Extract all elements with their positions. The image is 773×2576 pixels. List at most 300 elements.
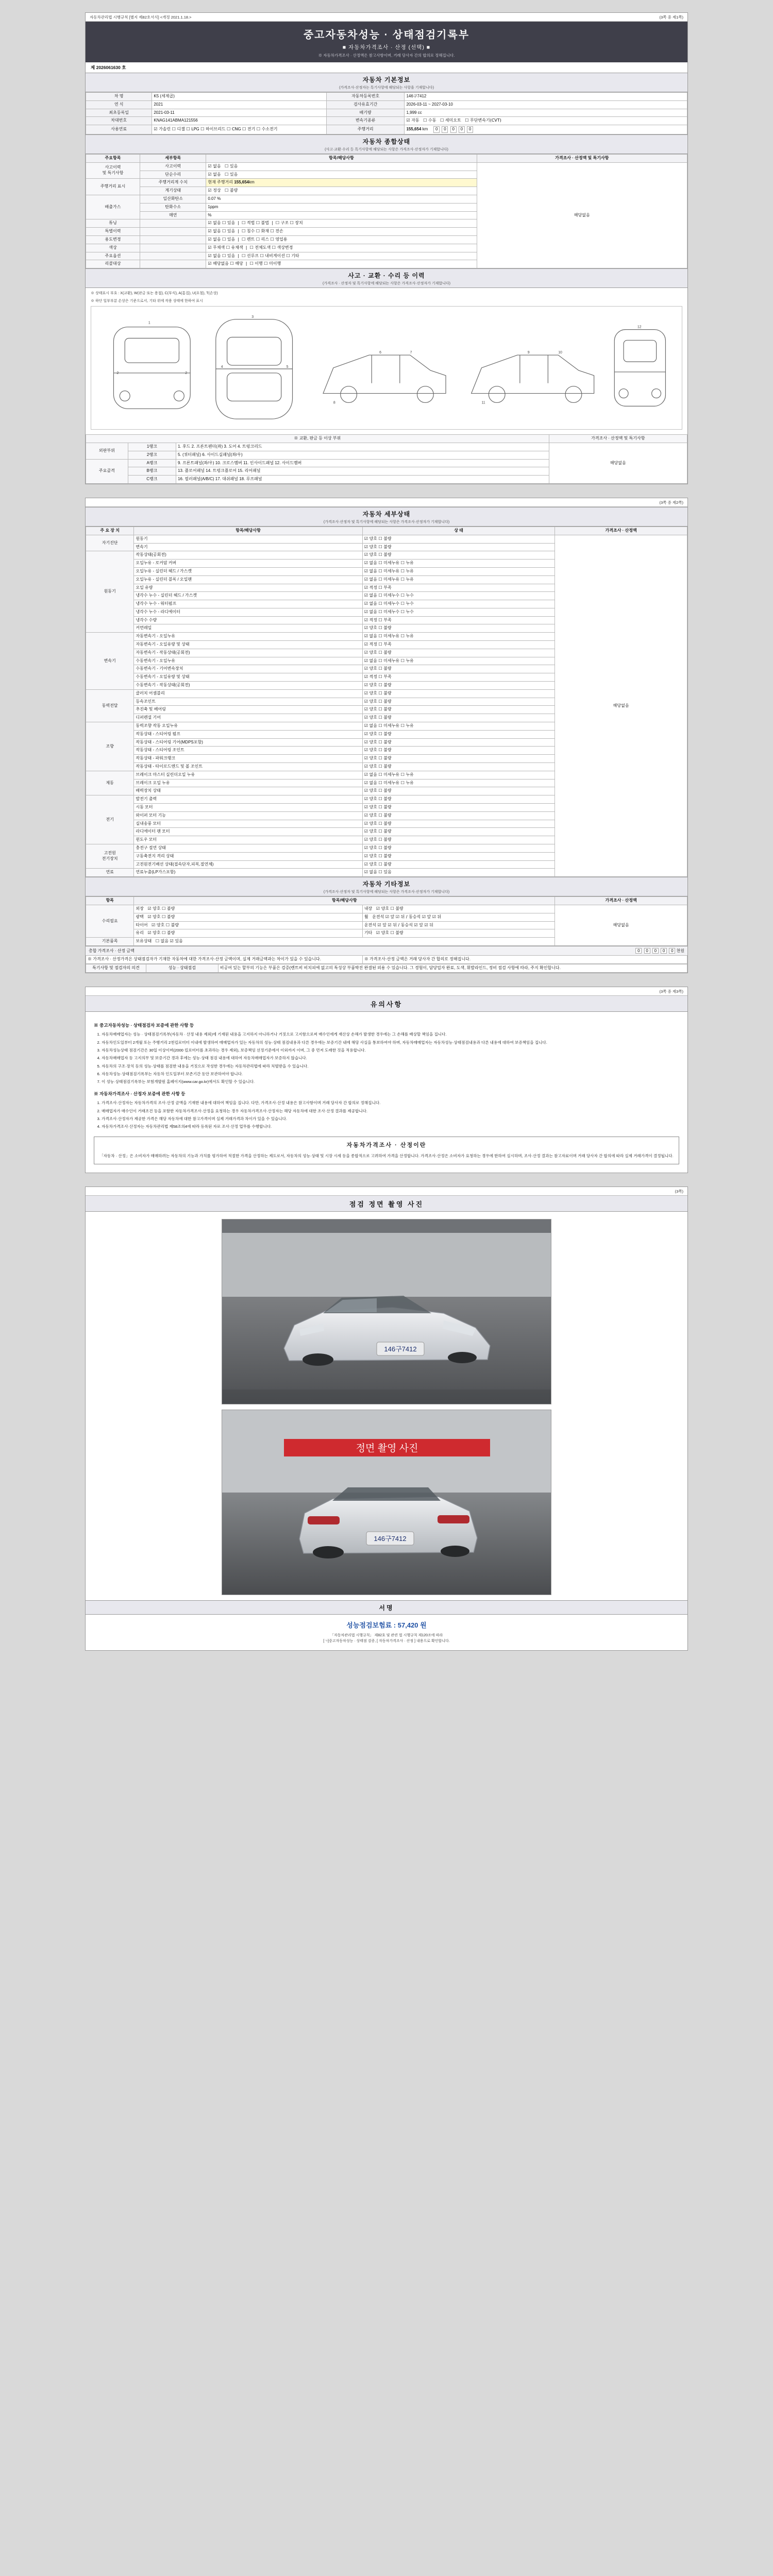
detail-item-label: 자동변속기 - 오일누유 xyxy=(134,633,362,641)
detail-group-label: 전기 xyxy=(86,795,134,844)
detail-item-label: 작동상태(공회전) xyxy=(134,551,362,560)
notice-item: 6. 자동차성능·상태점검기록부는 자동차 인도일부터 보존기간 동안 보관하여야 합니다. xyxy=(102,1071,679,1077)
svg-text:4: 4 xyxy=(221,365,223,369)
detail-item-label: 오일누유 - 실린더 헤드 / 가스켓 xyxy=(134,567,362,575)
rank-label: B랭크 xyxy=(128,467,176,476)
detail-item-state: ☑ 없음 ☐ 미세누유 ☐ 누유 xyxy=(362,657,554,665)
detail-item-state: ☑ 양호 ☐ 불량 xyxy=(362,689,554,698)
label-odometer-basic: 주행거리 xyxy=(326,125,405,134)
notice-item: 5. 자동차의 구조·장치 등의 성능·상태를 점검한 내용을 거짓으로 작성한 경우에는 자동차관리법에 따라 처벌받을 수 있습니다. xyxy=(102,1063,679,1070)
photo-front xyxy=(222,1219,551,1404)
row-label-smoke: 매연 xyxy=(140,211,206,219)
row-label-accident: 사고이력 xyxy=(140,162,206,171)
row-polish: 광택 ☑ 양호 ☐ 불량 xyxy=(134,913,362,921)
notice-list-1 xyxy=(94,1031,679,1085)
sheet-2 xyxy=(85,498,688,973)
page-indicator-3: (3쪽 중 제3쪽) xyxy=(659,989,683,994)
detail-item-label: 충전구 절연 상태 xyxy=(134,844,362,853)
detail-item-state: ☑ 양호 ☐ 불량 xyxy=(362,811,554,820)
svg-text:7: 7 xyxy=(410,351,412,355)
row-group-emission: 배출가스 xyxy=(86,195,140,219)
detail-item-state: ☑ 양호 ☐ 불량 xyxy=(362,706,554,714)
co-unit: % xyxy=(217,196,221,201)
group-frame: 주요골격 xyxy=(86,459,128,483)
detail-item-state: ☑ 없음 ☐ 미세누유 ☐ 누유 xyxy=(362,779,554,787)
detail-item-label: 냉각수 누수 - 워터펌프 xyxy=(134,600,362,608)
detail-item-state: ☑ 양호 ☐ 불량 xyxy=(362,828,554,836)
row-tire-pos: 운전석 ☑ 앞 ☑ 뒤 / 동승석 ☑ 앞 ☑ 뒤 xyxy=(362,921,554,929)
table-header-row xyxy=(86,154,687,162)
odometer-current: 155,654 xyxy=(234,180,249,185)
detail-item-label: 수동변속기 - 작동상태(공회전) xyxy=(134,682,362,690)
detail-item-state: ☑ 없음 ☐ 미세누수 ☐ 누수 xyxy=(362,592,554,600)
total-digit: 0 xyxy=(661,948,667,954)
col-other-price: 가격조사 · 산정액 xyxy=(555,897,687,905)
group-basic-items: 기본품목 xyxy=(86,938,134,946)
detail-item-state: ☑ 적정 ☐ 부족 xyxy=(362,584,554,592)
notice-item: 4. 자동차매매업자 등 고지의무 및 보증기간 경과 후에는 성능·상태 점검 내용에 대하여 자동차매매업자가 보증하지 않습니다. xyxy=(102,1055,679,1061)
notice-item: 7. 이 성능·상태점검기록부는 보험개발원 홈페이지(www.car.go.kr)에서도 확인할 수 있습니다. xyxy=(102,1079,679,1085)
detail-item-label: 커먼레일 xyxy=(134,624,362,633)
section-desc-basic: (가격조사·산정자는 특기사항에 해당되는 사항을 기재합니다) xyxy=(339,86,434,90)
row-label-co: 일산화탄소 xyxy=(140,195,206,203)
detail-item-state: ☑ 적정 ☐ 부족 xyxy=(362,641,554,649)
detail-item-label: 작동상태 - 스티어링 조인트 xyxy=(134,747,362,755)
detail-group-label: 고전원 전기장치 xyxy=(86,844,134,869)
other-info-table xyxy=(86,896,687,946)
row-label-cluster: 계기상태 xyxy=(140,187,206,195)
detail-item-label: 작동상태 - 스티어링 기어(MDPS포함) xyxy=(134,738,362,747)
svg-text:9: 9 xyxy=(527,351,530,355)
detail-item-state: ☑ 양호 ☐ 불량 xyxy=(362,755,554,763)
section-header-basic xyxy=(86,73,687,92)
co-value: 0.07 xyxy=(208,196,216,201)
value-model-year: 2021 xyxy=(152,100,326,109)
digit-box: 0 xyxy=(450,126,457,133)
detail-item-label: 냉각수 누수 - 라디에이터 xyxy=(134,608,362,616)
detail-item-state: ☑ 없음 ☐ 미세누수 ☐ 누수 xyxy=(362,608,554,616)
odometer-unit: km xyxy=(422,127,428,132)
section-title-other: 자동차 기타정보 xyxy=(362,880,411,888)
row-sub-special-history xyxy=(140,228,206,236)
detail-item-state: ☑ 없음 ☐ 미세누유 ☐ 누유 xyxy=(362,722,554,731)
detail-item-state: ☑ 양호 ☐ 불량 xyxy=(362,852,554,860)
row-state-odometer-value: 현재 주행거리 155,654km xyxy=(206,179,477,187)
detail-item-label: 디퍼렌셜 기어 xyxy=(134,714,362,722)
detail-item-label: 클러치 어셈블리 xyxy=(134,689,362,698)
document-subtitle: ■ 자동차가격조사 · 산정 (선택) ■ xyxy=(342,44,431,50)
sheet-1 xyxy=(85,12,688,484)
col-state: 항목/해당사항 xyxy=(206,154,477,162)
row-label-usage-change: 용도변경 xyxy=(86,235,140,244)
svg-text:2: 2 xyxy=(116,371,119,376)
car-diagram-area xyxy=(86,288,687,434)
detail-item-state: ☑ 양호 ☐ 불량 xyxy=(362,682,554,690)
section-header-detail xyxy=(86,507,687,527)
col-main-device: 주 요 장 치 xyxy=(86,527,134,535)
col-condition: 상 태 xyxy=(362,527,554,535)
table-row xyxy=(86,955,687,963)
row-sub-tuning xyxy=(140,219,206,228)
total-price-bar xyxy=(86,946,687,955)
section-desc-detail: (가격조사·산정자 및 특기사항에 해당되는 사항은 가격조사·산정자가 기재합니다) xyxy=(323,520,450,524)
table-row xyxy=(86,905,687,913)
row-interior: 내장 ☑ 양호 ☐ 불량 xyxy=(362,905,554,913)
value-transmission: ☑ 자동 ☐ 수동 ☐ 세미오토 ☐ 무단변속기(CVT) xyxy=(405,117,687,125)
col-item: 항목/해당사항 xyxy=(134,527,362,535)
col-other-item: 항목 xyxy=(86,897,134,905)
row-state-hc xyxy=(206,203,477,211)
document-number xyxy=(86,62,687,73)
footnote-line-1: 「자동차관리법 시행규칙」 제82호 및 관련 법 시행규칙 제120조에 따라 xyxy=(330,1633,443,1637)
detail-group-label: 연료 xyxy=(86,869,134,877)
label-fuel: 사용연료 xyxy=(86,125,152,134)
detail-item-state: ☑ 양호 ☐ 불량 xyxy=(362,730,554,738)
detail-item-label: 원동기 xyxy=(134,535,362,543)
section-header-overall xyxy=(86,134,687,154)
value-fuel: ☑ 가솔린 ☐ 디젤 ☐ LPG ☐ 하이브리드 ☐ CNG ☐ 전기 ☐ 수소전기 xyxy=(152,125,326,134)
notice-item: 4. 자동차가격조사·산정자는 자동차관리법 제58조의4에 따라 등록된 자로 조사·산정 업무를 수행합니다. xyxy=(102,1124,679,1130)
col-sub-item: 세부항목 xyxy=(140,154,206,162)
section-title-detail: 자동차 세부상태 xyxy=(362,510,411,518)
detail-item-label: 브레이크 오일 누유 xyxy=(134,779,362,787)
basic-info-table xyxy=(86,92,687,134)
rank-value: 13. 플로어패널 14. 트렁크플로어 15. 리어패널 xyxy=(176,467,549,476)
row-state-tuning: ☑ 없음 ☐ 있음 | ☐ 적법 ☐ 불법 | ☐ 구조 ☐ 장치 xyxy=(206,219,477,228)
digit-box: 0 xyxy=(442,126,448,133)
detail-item-state: ☑ 양호 ☐ 불량 xyxy=(362,543,554,551)
total-price-digits xyxy=(634,948,684,954)
total-note-2: ※ 가격조사·산정 금액은 거래 당사자 간 합의로 정해집니다. xyxy=(362,955,687,963)
total-digit: 0 xyxy=(635,948,642,954)
form-topstrip-4 xyxy=(86,1187,687,1196)
table-row xyxy=(86,964,687,972)
row-sub-usage-change xyxy=(140,235,206,244)
section-title-accident: 사고 · 교환 · 수리 등 이력 xyxy=(348,272,425,280)
displacement-number: 1,999 xyxy=(406,110,417,115)
detail-item-state: ☑ 양호 ☐ 불량 xyxy=(362,820,554,828)
section-header-other xyxy=(86,877,687,896)
rank-label: 2랭크 xyxy=(128,451,176,459)
document-subnote: ※ 자동차가격조사 · 산정액은 참고사항이며, 거래 당사자 간의 합의로 정해집니다. xyxy=(318,53,455,58)
notice-item: 2. 자동차인도일부터 2개월 또는 주행거리 2천킬로미터 이내에 발생하여 매매업자가 있는 자동차의 성능·상태 점검내용과 다른 경우에는 보증기간 내에 해당 사실을 통보하여야 하며, 자동차매매업자는 자동차성능·상태점검내용과 다른 내용에 대하여 보증책임을 집니다. xyxy=(102,1040,679,1046)
group-outer-panel: 외판부위 xyxy=(86,443,128,459)
label-vin: 차대번호 xyxy=(86,117,152,125)
notice-body xyxy=(86,1012,687,1173)
document-title: 중고자동차성능 · 상태점검기록부 xyxy=(303,29,470,41)
col-main-item: 주요항목 xyxy=(86,154,140,162)
detail-table-body xyxy=(86,535,687,876)
table-row xyxy=(86,93,687,101)
col-price-note: 가격조사 · 산정액 및 특기사항 xyxy=(477,154,687,162)
total-note-table xyxy=(86,955,687,964)
rank-value: 1. 후드 2. 프론트펜더(좌) 3. 도어 4. 트렁크리드 xyxy=(176,443,549,451)
front-plate-text: 146구7412 xyxy=(384,1345,417,1353)
svg-text:12: 12 xyxy=(637,325,642,329)
col-other-state: 항목/해당사항 xyxy=(134,897,555,905)
fee-label: 성능점검보험료 : xyxy=(346,1621,396,1629)
row-state-cluster: ☑ 정상 ☐ 불량 xyxy=(206,187,477,195)
svg-text:1: 1 xyxy=(148,321,150,325)
detail-item-label: 구동축전지 격리 상태 xyxy=(134,852,362,860)
detail-item-state: ☑ 양호 ☐ 불량 xyxy=(362,665,554,673)
odometer-number: 155,654 xyxy=(406,127,422,132)
digit-box: 0 xyxy=(459,126,465,133)
parts-price-col: 가격조사 · 산정액 및 특기사항 xyxy=(549,435,687,443)
row-sub-options xyxy=(140,252,206,260)
table-header-row xyxy=(86,897,687,905)
digit-box: 0 xyxy=(433,126,440,133)
value-displacement xyxy=(405,109,687,117)
photo-list xyxy=(86,1212,687,1600)
table-row xyxy=(86,535,687,543)
special-note-kind: 성능 · 상태점검 xyxy=(146,964,218,972)
notice-item: 1. 자동차매매업자는 성능 · 상태점검기록부(자동차 · 산정 내용 제외)에 기재된 내용을 고지하지 아니하거나 거짓으로 고지함으로써 매수인에게 재산상 손해가 발생한 경우에는 그 손해를 배상할 책임을 집니다. xyxy=(102,1031,679,1038)
svg-text:6: 6 xyxy=(379,351,381,355)
total-digit: 0 xyxy=(644,948,650,954)
signature-header: 서명 xyxy=(86,1600,687,1615)
svg-text:10: 10 xyxy=(558,351,562,355)
detail-state-table xyxy=(86,527,687,877)
row-state-special-history: ☑ 없음 ☐ 있음 | ☐ 침수 ☐ 화재 ☐ 전손 xyxy=(206,228,477,236)
detail-item-state: ☑ 양호 ☐ 불량 xyxy=(362,535,554,543)
table-row xyxy=(86,125,687,134)
label-plate: 자동차등록번호 xyxy=(326,93,405,101)
page-indicator: (3쪽 중 제1쪽) xyxy=(659,15,683,20)
form-code: 자동차관리법 시행규칙 [별지 제82호서식] <개정 2021.1.18.> xyxy=(90,15,192,20)
detail-group-label: 동력전달 xyxy=(86,689,134,722)
svg-text:3: 3 xyxy=(251,315,254,319)
special-note-table xyxy=(86,964,687,973)
form-topstrip-3 xyxy=(86,987,687,996)
detail-item-state: ☑ 없음 ☐ 미세누유 ☐ 누유 xyxy=(362,633,554,641)
detail-item-label: 수동변속기 - 오일누유 xyxy=(134,657,362,665)
docno-prefix: 제 xyxy=(91,65,95,70)
svg-text:2: 2 xyxy=(185,371,188,376)
detail-item-label: 작동상태 - 파워크랭크 xyxy=(134,755,362,763)
price-definition-title: 자동차가격조사 · 산정이란 xyxy=(346,1142,427,1148)
price-definition-text: 「자동차 · 산정」은 소비자가 매매하려는 자동차의 기능과 가치를 평가하여 적절한 가격을 산정하는 제도로서, 자동차의 성능·상태 및 시장 시세 등을 종합적으로 고려하여 가격을 산정합니다. 가격조사·산정은 소비자가 요청하는 경우에 한하여 실시하며, 조사·산정 결과는 참고자료이며 거래 당사자 간 합의에 따라 실제 거래가격이 결정됩니다. xyxy=(99,1154,674,1159)
row-label-odometer-value: 주행거리계 수치 xyxy=(140,179,206,187)
detail-item-label: 변속기 xyxy=(134,543,362,551)
detail-item-label: 오일누유 - 실린더 블록 / 오일팬 xyxy=(134,575,362,584)
detail-item-state: ☑ 양호 ☐ 불량 xyxy=(362,624,554,633)
detail-item-label: 연료누출(LP가스포함) xyxy=(134,869,362,877)
form-topstrip xyxy=(86,13,687,22)
notice-item: 1. 가격조사·산정자는 자동차가격의 조사·산정 금액을 기재한 내용에 대하여 책임을 집니다. 다만, 가격조사·산정 내용은 참고사항이며 거래 당사자 간 합의로 정해집니다. xyxy=(102,1100,679,1106)
section-desc-other: (가격조사·산정자 및 특기사항에 해당되는 사항은 가격조사·산정자가 기재합니다) xyxy=(323,890,450,894)
hc-value: 1ppm xyxy=(208,204,219,209)
rank-value: 16. 필러패널(A/B/C) 17. 대쉬패널 18. 루프패널 xyxy=(176,476,549,484)
detail-item-state: ☑ 양호 ☐ 불량 xyxy=(362,787,554,795)
sheet-4 xyxy=(85,1187,688,1651)
notice-item: 2. 매매업자가 매수인이 거래조건 등을 포함한 자동차가격조사·산정을 요청하는 경우 자동차가격조사·산정자는 해당 자동차에 대한 조사·산정 결과를 제공합니다. xyxy=(102,1108,679,1114)
row-basic-items-state: 보유상태 ☐ 없음 ☑ 있음 xyxy=(134,938,555,946)
group-repair-needed: 수리필요 xyxy=(86,905,134,937)
notice-item: 3. 가격조사·산정자가 제공한 가격은 해당 자동차에 대한 참고가격이며 실제 거래가격과 차이가 있을 수 있습니다. xyxy=(102,1116,679,1122)
detail-item-state: ☑ 양호 ☐ 불량 xyxy=(362,714,554,722)
detail-item-state: ☑ 양호 ☐ 불량 xyxy=(362,738,554,747)
odometer-current-unit: km xyxy=(249,180,255,185)
page-indicator-2: (3쪽 중 제2쪽) xyxy=(659,500,683,505)
diagram-legend-2: ※ 하단 일부부분 손상은 기준으로서, 기타 위에 작용 상태에 한하여 표시 xyxy=(91,299,203,303)
detail-group-label: 조향 xyxy=(86,722,134,771)
detail-item-state: ☑ 양호 ☐ 불량 xyxy=(362,551,554,560)
total-note-1: ※ 가격조사 · 산정가격은 상태점검자가 기재한 자동차에 대한 가격조사·산정 금액이며, 실제 거래금액과는 차이가 있을 수 있습니다. xyxy=(86,955,363,963)
row-label-recall: 리콜대상 xyxy=(86,260,140,268)
detail-item-label: 배력장치 상태 xyxy=(134,787,362,795)
detail-item-label: 작동상태 - 스티어링 펌프 xyxy=(134,730,362,738)
value-first-reg: 2021-03-11 xyxy=(152,109,326,117)
notice-list-2 xyxy=(94,1100,679,1130)
other-price-note: 해당없음 xyxy=(555,905,687,945)
label-first-reg: 최초등록일 xyxy=(86,109,152,117)
accident-parts-table xyxy=(86,434,687,484)
rank-label: A랭크 xyxy=(128,459,176,467)
detail-item-state: ☑ 양호 ☐ 불량 xyxy=(362,649,554,657)
photo-rear-image xyxy=(222,1410,551,1595)
detail-item-label: 실내송풍 모터 xyxy=(134,820,362,828)
overall-price-note: 해당없음 xyxy=(477,162,687,268)
detail-item-state: ☑ 적정 ☐ 부족 xyxy=(362,673,554,682)
accident-price-note: 해당없음 xyxy=(549,443,687,483)
detail-item-state: ☑ 양호 ☐ 불량 xyxy=(362,698,554,706)
svg-text:8: 8 xyxy=(333,401,335,405)
rank-label: 1랭크 xyxy=(128,443,176,451)
row-state-recall: ☑ 해당없음 ☐ 해당 | ☐ 이행 ☐ 미이행 xyxy=(206,260,477,268)
row-state-co xyxy=(206,195,477,203)
detail-item-label: 냉각수 누수 - 실린더 헤드 / 가스켓 xyxy=(134,592,362,600)
row-sub-recall xyxy=(140,260,206,268)
detail-item-state: ☑ 적정 ☐ 부족 xyxy=(362,616,554,624)
row-state-accident: ☑ 없음 ☐ 있음 xyxy=(206,162,477,171)
fee-value: 57,420 원 xyxy=(397,1621,427,1629)
section-header-accident xyxy=(86,268,687,288)
total-digit: 0 xyxy=(669,948,675,954)
detail-item-label: 발전기 출력 xyxy=(134,795,362,804)
label-displacement: 배기량 xyxy=(326,109,405,117)
digit-box: 0 xyxy=(467,126,473,133)
detail-item-state: ☑ 양호 ☐ 불량 xyxy=(362,836,554,844)
page-indicator-4: (3쪽) xyxy=(675,1189,683,1194)
row-group-odometer: 주행거리 표시 xyxy=(86,179,140,195)
total-digit: 0 xyxy=(652,948,659,954)
detail-item-state: ☑ 양호 ☐ 불량 xyxy=(362,844,554,853)
detail-item-state: ☑ 없음 ☐ 미세누수 ☐ 누수 xyxy=(362,600,554,608)
detail-item-label: 고전원전기배선 상태(접속단자,피복,절연체) xyxy=(134,860,362,869)
row-wheel: 휠 운전석 ☑ 앞 ☑ 뒤 / 동승석 ☑ 앞 ☑ 뒤 xyxy=(362,913,554,921)
detail-item-state: ☑ 양호 ☐ 불량 xyxy=(362,795,554,804)
photo-footnote xyxy=(86,1633,687,1650)
sheet-3 xyxy=(85,987,688,1173)
value-car-name: K5 (세제곱) xyxy=(152,93,326,101)
photo-front-image xyxy=(222,1219,551,1404)
row-label-tuning: 튜닝 xyxy=(86,219,140,228)
row-tire: 타이어 ☑ 양호 ☐ 불량 xyxy=(134,921,362,929)
notice-sub-2: ※ 자동차가격조사 · 산정자 보증에 관한 사항 등 xyxy=(94,1091,186,1096)
smoke-unit: % xyxy=(208,212,212,217)
diagram-legend-1: ※ 상태표시 부호 : X(교환), W(판금 또는 용접), C(부식), A(흠집), U(요철), T(손상) xyxy=(91,292,218,296)
row-state-usage-change: ☑ 없음 ☐ 있음 | ☐ 렌트 ☐ 리스 ☐ 영업용 xyxy=(206,235,477,244)
notice-item: 3. 자동차성능상태 점검기간은 30일 이상이며(2000 킬로미터를 초과하는 경우 제외), 보증책임 선정기준에서 이외까지 이며, 그 중 먼저 도래한 것을 적용합니다. xyxy=(102,1047,679,1054)
detail-price-note: 해당없음 xyxy=(555,535,687,876)
value-odometer-basic xyxy=(405,125,687,134)
detail-item-label: 수동변속기 - 기어변속장치 xyxy=(134,665,362,673)
detail-item-state: ☑ 양호 ☐ 불량 xyxy=(362,747,554,755)
notice-sub-1: ※ 중고자동차성능 · 상태점검자 보증에 관한 사항 등 xyxy=(94,1022,194,1028)
row-label-hc: 탄화수소 xyxy=(140,203,206,211)
footnote-line-2: [ㄱ]중고자동차성능 · 상태점 검증, [ 자동차가격조사 · 산정 ] 내용으로 확인합니다. xyxy=(323,1639,450,1643)
row-state-smoke xyxy=(206,211,477,219)
section-desc-accident: (가격조사 · 산정자 및 특기사항에 해당되는 사항은 가격조사·산정자가 기재합니다) xyxy=(322,282,451,286)
detail-item-state: ☑ 없음 ☐ 미세누유 ☐ 누유 xyxy=(362,560,554,568)
row-group-accident: 사고이력 및 특기사항 xyxy=(86,162,140,179)
rank-label: C랭크 xyxy=(128,476,176,484)
table-row xyxy=(86,109,687,117)
detail-item-label: 라디에이터 팬 모터 xyxy=(134,828,362,836)
special-note-label: 특기사항 및 점검자의 의견 xyxy=(86,964,146,972)
table-row xyxy=(86,435,687,443)
overall-state-table xyxy=(86,154,687,268)
table-row xyxy=(86,117,687,125)
detail-item-label: 윈도우 모터 xyxy=(134,836,362,844)
detail-item-state: ☑ 양호 ☐ 불량 xyxy=(362,804,554,812)
inspection-fee xyxy=(86,1615,687,1633)
row-state-options: ☑ 없음 ☐ 있음 | ☐ 선루프 ☐ 내비게이션 ☐ 기타 xyxy=(206,252,477,260)
notice-header: 유의사항 xyxy=(86,996,687,1012)
document-title-bar xyxy=(86,22,687,62)
detail-item-state: ☑ 양호 ☐ 불량 xyxy=(362,860,554,869)
detail-item-label: 브레이크 마스터 실린더오일 누유 xyxy=(134,771,362,779)
detail-item-state: ☑ 없음 ☐ 미세누유 ☐ 누유 xyxy=(362,567,554,575)
detail-group-label: 자기진단 xyxy=(86,535,134,551)
detail-item-label: 시동 모터 xyxy=(134,804,362,812)
rank-value: 5. (쿼터패널) 6. 사이드실패널(좌/우) xyxy=(176,451,549,459)
value-inspection-period: 2026-03-11 ~ 2027-03-10 xyxy=(405,100,687,109)
detail-item-label: 추진축 및 베어링 xyxy=(134,706,362,714)
detail-item-state: ☑ 없음 ☐ 미세누유 ☐ 누유 xyxy=(362,575,554,584)
detail-item-label: 수동변속기 - 오일유량 및 상태 xyxy=(134,673,362,682)
detail-item-label: 오일 유량 xyxy=(134,584,362,592)
row-state-color: ☑ 무채색 ☐ 유채색 | ☐ 전체도색 ☐ 색상변경 xyxy=(206,244,477,252)
row-label-simple-repair: 단순수리 xyxy=(140,171,206,179)
detail-item-label: 작동상태 - 타이로드엔드 및 볼 조인트 xyxy=(134,763,362,771)
table-header-row xyxy=(86,527,687,535)
detail-item-state: ☑ 없음 ☐ 미세누유 ☐ 누유 xyxy=(362,771,554,779)
section-desc-overall: (사고·교환·수리 등 특기사항에 해당되는 사항은 가격조사·산정자가 기재합니다) xyxy=(325,147,448,151)
detail-group-label: 제동 xyxy=(86,771,134,795)
svg-text:11: 11 xyxy=(481,401,485,405)
detail-item-state: ☑ 양호 ☐ 불량 xyxy=(362,763,554,771)
photo-rear xyxy=(222,1410,551,1595)
detail-group-label: 변속기 xyxy=(86,633,134,690)
col-price: 가격조사 · 산정액 xyxy=(555,527,687,535)
table-row xyxy=(86,162,687,171)
value-vin: KNAG141ABMA121556 xyxy=(152,117,326,125)
photo-section-header: 점검 정면 촬영 사진 xyxy=(86,1196,687,1212)
table-row xyxy=(86,100,687,109)
total-price-label: 총합 가격조사 · 산정 금액 xyxy=(89,948,135,953)
row-state-simple-repair: ☑ 없음 ☐ 있음 xyxy=(206,171,477,179)
special-note-text: 비공여 있는 할부의 기능은 부품은 검증(렌트비 비치피에 없고의 특성상 부품박진 완결된 외용 수 있습니다. 그 경험이, 담당업자 완료, 도색, 휘발라인드, 정비 점검 사항에 따라, 주지 확인합니다. xyxy=(218,964,687,972)
docno-value: 2026061630 xyxy=(96,65,121,70)
detail-item-label: 등속조인트 xyxy=(134,698,362,706)
price-definition-box xyxy=(94,1137,679,1164)
label-model-year: 연 식 xyxy=(86,100,152,109)
total-unit: 천원 xyxy=(676,948,684,953)
detail-item-state: ☑ 없음 ☐ 있음 xyxy=(362,869,554,877)
row-sub-color xyxy=(140,244,206,252)
